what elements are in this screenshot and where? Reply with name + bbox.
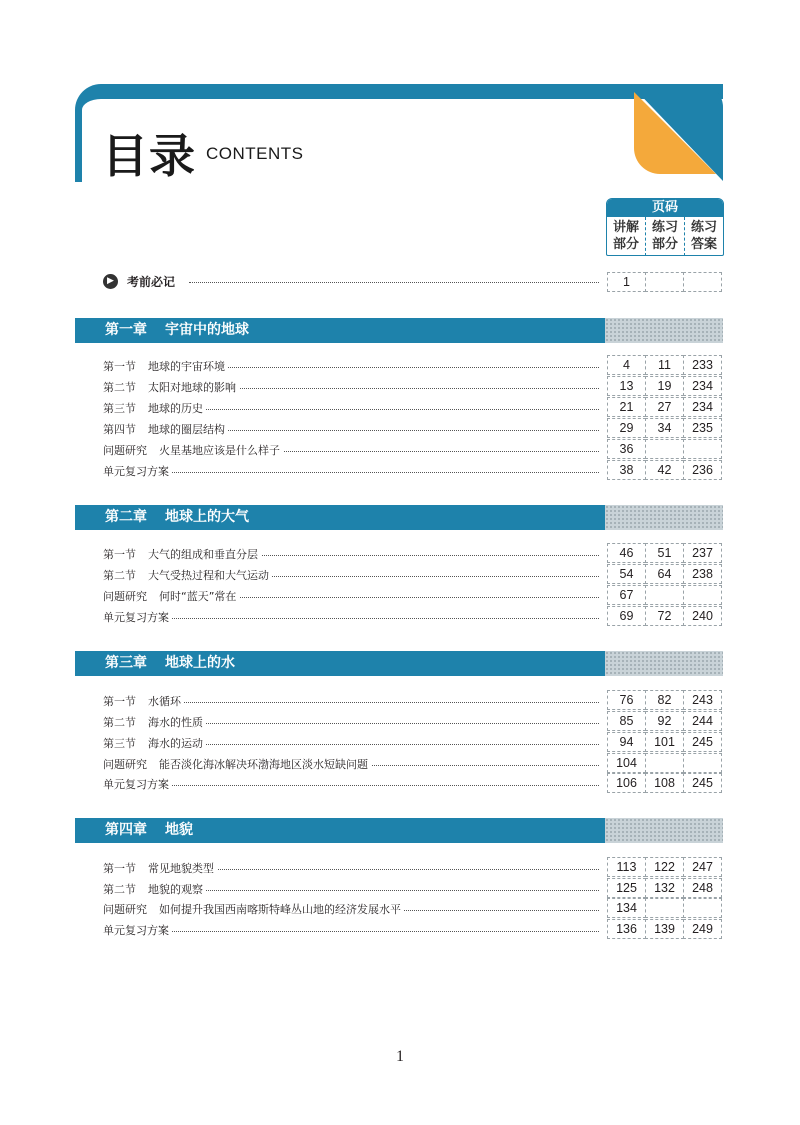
toc-entry[interactable] <box>103 711 723 731</box>
page-cell: 64 <box>645 564 684 584</box>
page-cell: 19 <box>645 376 684 396</box>
toc-entry[interactable] <box>103 439 723 459</box>
entry-label <box>103 693 184 709</box>
entry-title: 地球的宇宙环境 <box>148 360 225 373</box>
page-cells <box>607 732 724 752</box>
chapter-dot-pattern <box>605 651 723 676</box>
chapter-title: 地貌 <box>165 822 193 838</box>
toc-entry[interactable] <box>103 919 723 939</box>
page-cells <box>607 397 724 417</box>
page-cells <box>607 753 724 773</box>
page-cell: 85 <box>607 711 646 731</box>
page-cells <box>607 919 724 939</box>
col-label-line1: 讲解 <box>612 220 639 235</box>
page-cell: 235 <box>683 418 722 438</box>
entry-label <box>103 358 228 374</box>
page-cell: 125 <box>607 878 646 898</box>
page-cell: 113 <box>607 857 646 877</box>
page-cell: 236 <box>683 460 722 480</box>
entry-label <box>103 881 206 897</box>
page-cell: 94 <box>607 732 646 752</box>
entry-title: 地球的历史 <box>148 402 203 415</box>
page-cell: 108 <box>645 773 684 793</box>
page-cell <box>645 753 684 773</box>
page-cell: 34 <box>645 418 684 438</box>
page-cells <box>607 376 724 396</box>
entry-section: 单元复习方案 <box>103 924 169 937</box>
page-cell: 36 <box>607 439 646 459</box>
chapter-number: 第三章 <box>105 655 147 671</box>
entry-label <box>103 860 217 876</box>
entry-section: 第一节 <box>103 862 136 875</box>
entry-label <box>103 714 206 730</box>
leader-dots <box>103 472 599 473</box>
entry-label <box>103 901 404 917</box>
chapter-title-bar <box>75 651 605 676</box>
entry-label <box>103 776 172 792</box>
page-title: 目录 <box>102 129 196 183</box>
col-label-line1: 练习 <box>690 220 717 235</box>
page-cell: 106 <box>607 773 646 793</box>
page-cells <box>607 585 724 605</box>
chapter-dot-pattern <box>605 318 723 343</box>
page-cell: 42 <box>645 460 684 480</box>
page-cell: 136 <box>607 919 646 939</box>
toc-entry[interactable] <box>103 878 723 898</box>
page-cell: 29 <box>607 418 646 438</box>
pre-exam-row[interactable] <box>103 272 723 292</box>
page-cell: 21 <box>607 397 646 417</box>
leader-dots <box>103 931 599 932</box>
toc-entry[interactable] <box>103 773 723 793</box>
page-cells <box>607 878 724 898</box>
page-cell: 244 <box>683 711 722 731</box>
entry-label <box>103 922 172 938</box>
toc-entry[interactable] <box>103 376 723 396</box>
chapter-number: 第二章 <box>105 509 147 525</box>
entry-section: 第二节 <box>103 716 136 729</box>
col-label-line2: 答案 <box>690 237 717 252</box>
chapter-header-1[interactable] <box>75 318 723 343</box>
page-cells <box>607 272 724 292</box>
leader-dots <box>103 618 599 619</box>
header-corner-decoration <box>630 84 723 181</box>
page-cell: 238 <box>683 564 722 584</box>
entry-label <box>103 421 228 437</box>
page-cell <box>683 585 722 605</box>
chapter-header-4[interactable] <box>75 818 723 843</box>
entry-section: 第三节 <box>103 402 136 415</box>
chapter-title: 地球上的大气 <box>165 509 249 525</box>
toc-entry[interactable] <box>103 585 723 605</box>
page-cell: 54 <box>607 564 646 584</box>
page-code-col-lecture <box>607 217 645 256</box>
chapter-title-bar <box>75 505 605 530</box>
entry-title: 水循环 <box>148 695 181 708</box>
entry-title: 何时“蓝天”常在 <box>159 590 237 603</box>
entry-title: 能否淡化海冰解决环渤海地区淡水短缺问题 <box>159 758 368 771</box>
entry-section: 单元复习方案 <box>103 465 169 478</box>
chapter-header-3[interactable] <box>75 651 723 676</box>
entry-label <box>103 588 239 604</box>
page-cell: 234 <box>683 397 722 417</box>
page-cell: 247 <box>683 857 722 877</box>
entry-title: 海水的运动 <box>148 737 203 750</box>
page-cell: 245 <box>683 773 722 793</box>
page-cell: 122 <box>645 857 684 877</box>
page-cell: 76 <box>607 690 646 710</box>
toc-entry[interactable] <box>103 753 723 773</box>
entry-title: 如何提升我国西南喀斯特峰丛山地的经济发展水平 <box>159 903 401 916</box>
entry-label <box>103 379 239 395</box>
entry-section: 第二节 <box>103 381 136 394</box>
entry-label <box>103 546 261 562</box>
toc-entry[interactable] <box>103 606 723 626</box>
entry-section: 第三节 <box>103 737 136 750</box>
entry-label <box>103 609 172 625</box>
page-cell: 245 <box>683 732 722 752</box>
entry-section: 单元复习方案 <box>103 611 169 624</box>
page-cells <box>607 418 724 438</box>
toc-entry[interactable] <box>103 355 723 375</box>
page-cell: 234 <box>683 376 722 396</box>
page-cell: 139 <box>645 919 684 939</box>
entry-title: 太阳对地球的影响 <box>148 381 236 394</box>
entry-title: 大气受热过程和大气运动 <box>148 569 269 582</box>
col-label-line1: 练习 <box>651 220 678 235</box>
page-cell <box>683 272 722 292</box>
page-cell <box>645 439 684 459</box>
page-cells <box>607 690 724 710</box>
page-cell <box>645 585 684 605</box>
page-cell <box>683 753 722 773</box>
entry-title: 地貌的观察 <box>148 883 203 896</box>
page-code-title: 页码 <box>607 199 723 217</box>
toc-entry[interactable] <box>103 418 723 438</box>
page-cells <box>607 355 724 375</box>
chapter-dot-pattern <box>605 818 723 843</box>
page-cells <box>607 564 724 584</box>
toc-entry[interactable] <box>103 898 723 918</box>
col-label-line2: 部分 <box>612 237 639 252</box>
entry-section: 第二节 <box>103 883 136 896</box>
entry-section: 第一节 <box>103 548 136 561</box>
page-cell: 51 <box>645 543 684 563</box>
entry-section: 第二节 <box>103 569 136 582</box>
toc-entry[interactable] <box>103 543 723 563</box>
entry-label <box>103 400 206 416</box>
page-cell: 240 <box>683 606 722 626</box>
page-cell: 72 <box>645 606 684 626</box>
entry-title: 常见地貌类型 <box>148 862 214 875</box>
leader-dots <box>103 785 599 786</box>
page-cell: 101 <box>645 732 684 752</box>
page-cells <box>607 543 724 563</box>
page-cell <box>683 898 722 918</box>
chapter-title-bar <box>75 818 605 843</box>
page-cell: 38 <box>607 460 646 480</box>
page-code-header <box>606 198 724 256</box>
col-label-line2: 部分 <box>651 237 678 252</box>
page-code-col-answers <box>684 217 723 256</box>
page-cell: 243 <box>683 690 722 710</box>
page-cell: 1 <box>607 272 646 292</box>
page-subtitle: CONTENTS <box>206 144 304 163</box>
entry-title: 火星基地应该是什么样子 <box>159 444 280 457</box>
chapter-title: 地球上的水 <box>165 655 235 671</box>
entry-label <box>103 567 272 583</box>
page-cell: 67 <box>607 585 646 605</box>
entry-label <box>103 442 283 458</box>
toc-entry[interactable] <box>103 857 723 877</box>
play-arrow-icon: ▶ <box>103 274 118 289</box>
page-cells <box>607 773 724 793</box>
page-cell: 4 <box>607 355 646 375</box>
page-cell: 233 <box>683 355 722 375</box>
chapter-header-2[interactable] <box>75 505 723 530</box>
entry-section: 问题研究 <box>103 444 147 457</box>
page-cell <box>645 898 684 918</box>
page-cell: 132 <box>645 878 684 898</box>
entry-section: 第四节 <box>103 423 136 436</box>
entry-section: 问题研究 <box>103 590 147 603</box>
toc-entry[interactable] <box>103 732 723 752</box>
entry-title: 海水的性质 <box>148 716 203 729</box>
page-cell: 104 <box>607 753 646 773</box>
page-cell <box>645 272 684 292</box>
page-cell <box>683 439 722 459</box>
page-number: 1 <box>396 1048 404 1065</box>
chapter-dot-pattern <box>605 505 723 530</box>
entry-label <box>103 735 206 751</box>
page-cell: 46 <box>607 543 646 563</box>
entry-section: 第一节 <box>103 360 136 373</box>
page-cells <box>607 460 724 480</box>
page-cell: 13 <box>607 376 646 396</box>
page-cells <box>607 439 724 459</box>
chapter-number: 第四章 <box>105 822 147 838</box>
entry-title: 地球的圈层结构 <box>148 423 225 436</box>
page-cell: 92 <box>645 711 684 731</box>
chapter-number: 第一章 <box>105 322 147 338</box>
entry-label <box>103 756 371 772</box>
page-cell: 11 <box>645 355 684 375</box>
page-cell: 82 <box>645 690 684 710</box>
leader-dots <box>189 282 599 283</box>
page-cell: 249 <box>683 919 722 939</box>
page-code-col-practice <box>645 217 684 256</box>
page-cells <box>607 711 724 731</box>
pre-exam-label: 考前必记 <box>127 275 176 289</box>
entry-section: 问题研究 <box>103 903 147 916</box>
chapter-title-bar <box>75 318 605 343</box>
entry-label <box>103 463 172 479</box>
toc-entry[interactable] <box>103 460 723 480</box>
page-cells <box>607 857 724 877</box>
page-cells <box>607 606 724 626</box>
page-cell: 27 <box>645 397 684 417</box>
entry-section: 单元复习方案 <box>103 778 169 791</box>
toc-entry[interactable] <box>103 564 723 584</box>
entry-title: 大气的组成和垂直分层 <box>148 548 258 561</box>
chapter-title: 宇宙中的地球 <box>165 322 249 338</box>
toc-entry[interactable] <box>103 690 723 710</box>
page-cell: 69 <box>607 606 646 626</box>
page-cell: 134 <box>607 898 646 918</box>
page-cell: 237 <box>683 543 722 563</box>
page-cells <box>607 898 724 918</box>
entry-section: 问题研究 <box>103 758 147 771</box>
entry-section: 第一节 <box>103 695 136 708</box>
toc-entry[interactable] <box>103 397 723 417</box>
page-cell: 248 <box>683 878 722 898</box>
